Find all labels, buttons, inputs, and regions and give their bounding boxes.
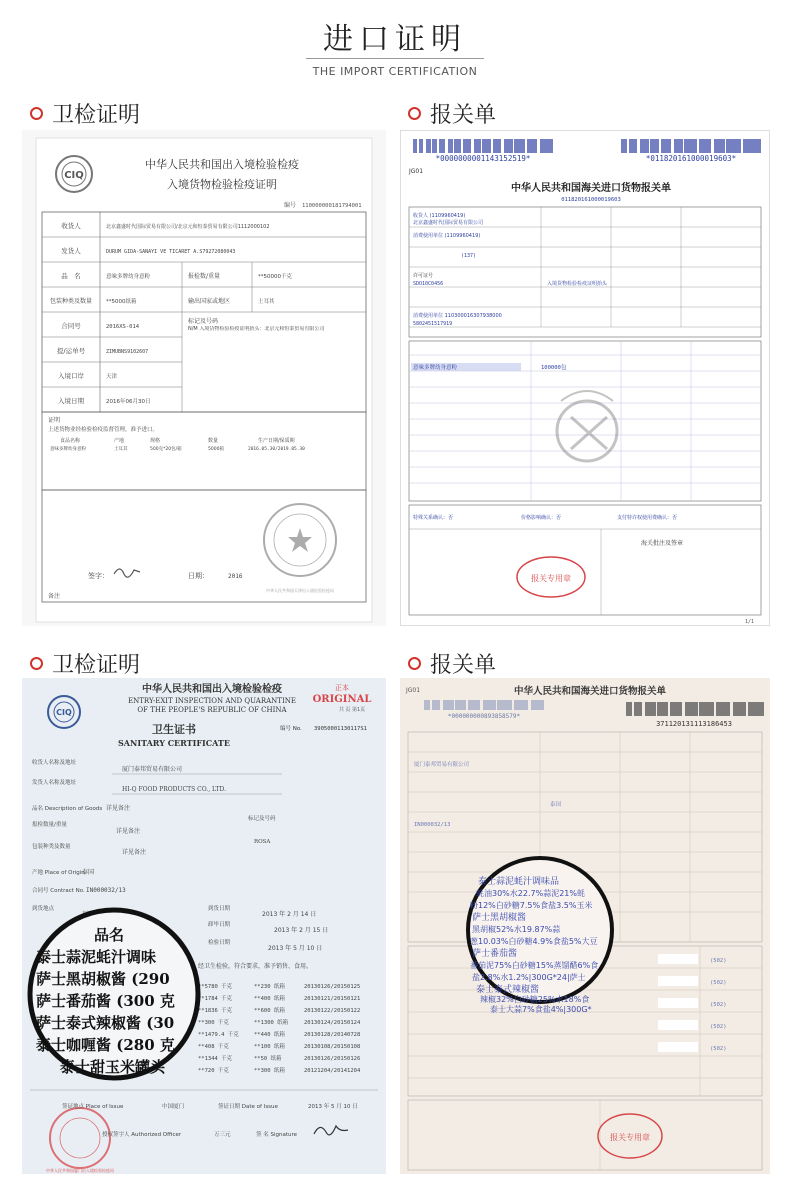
section-label-customs-2 — [408, 648, 496, 678]
doc3-table-cell: **230 纸箱 — [254, 984, 285, 990]
doc1-row-label: 发货人 — [61, 247, 81, 255]
doc1-date-value: 2016 — [228, 573, 243, 580]
doc3-table-cell: 20130126/20150125 — [304, 984, 361, 990]
doc1-title-line1: 中华人民共和国出入境检验检疫 — [145, 158, 299, 171]
page-header — [0, 0, 790, 90]
doc2-line: 100000包 — [541, 365, 567, 371]
doc2-line: 消费使用单位 (1109960419) — [413, 233, 481, 239]
doc3-field-value: 详见备注 — [116, 828, 141, 835]
doc3-field-label: 到货地点 — [32, 906, 55, 912]
doc1-row-value: **5000纸箱 — [106, 299, 137, 305]
section-label-text: 卫检证明 — [52, 102, 141, 128]
doc4-mag-line: 萨士番茄酱 — [472, 949, 518, 959]
doc3-field-label: 报检数量/重量 — [32, 822, 67, 828]
doc1-row-value: 天津 — [106, 374, 118, 380]
doc4-form-code: JG01 — [406, 687, 421, 694]
doc1-title-line2: 入境货物检验检疫证明 — [167, 178, 277, 191]
inspection-certificate-drawing — [22, 130, 386, 626]
doc3-field-label: 检验日期 — [208, 940, 231, 946]
doc3-table-cell: **440 纸箱 — [254, 1032, 285, 1038]
doc1-note-label: 备注 — [48, 593, 61, 600]
doc1-side-value: 土耳其 — [258, 299, 275, 305]
doc4-line: (502) — [710, 1002, 727, 1008]
doc3-page-label: 共 页 第1页 — [338, 707, 366, 713]
doc3-field-value: 详见备注 — [122, 849, 147, 856]
doc3-table-cell: 20130128/20140728 — [304, 1032, 361, 1038]
doc2-page-mark: 1/1 — [745, 619, 755, 625]
doc4-stamp-text: 报关专用章 — [610, 1133, 650, 1142]
doc1-row-label: 收货人 — [61, 222, 81, 230]
doc3-table-cell: **600 纸箱 — [254, 1008, 285, 1014]
doc1-row-value: 北京鑫盛时代国际贸易有限公司/北京元和恒泰贸易有限公司1112000102 — [106, 224, 270, 230]
doc3-mag-line: 泰士蒜泥蚝汁调味 — [36, 948, 157, 966]
doc3-table-cell: **1784 千克 — [198, 996, 233, 1002]
doc3-original-cn: 正本 — [335, 684, 349, 692]
doc3-field-label: 标记及号码 — [248, 816, 276, 822]
circle-bullet-icon — [408, 657, 421, 670]
doc1-row-value: ZIMUBNS9102607 — [106, 349, 149, 355]
doc2-barcode-left: *0000000001143152519* — [435, 154, 531, 163]
ciq-logo-text: CIQ — [64, 170, 84, 181]
doc2-line: 特殊关系确认：否 — [413, 515, 454, 521]
doc2-line: 消费使用单位 110300016307938000 — [413, 313, 502, 319]
doc4-line: (502) — [710, 980, 727, 986]
doc1-date-label: 日期： — [188, 572, 209, 580]
doc3-mag-line: 泰士咖喱酱 (280 克 — [36, 1036, 175, 1054]
doc3-field-label: 合同号 Contract No. — [32, 888, 85, 894]
doc3-number-value: 39050001130117S1 — [314, 726, 367, 732]
doc3-field-label: 到货日期 — [208, 906, 231, 912]
doc1-row-value: DURUM GIDA-SANAYI VE TICARET A.S79272080043 — [106, 249, 236, 255]
doc4-mag-line: 黑胡椒52%水19.87%蒜 — [472, 925, 561, 934]
doc2-stamp-text: 报关专用章 — [531, 574, 571, 583]
doc2-line: 北京鑫盛时代国际贸易有限公司 — [413, 220, 484, 226]
doc1-marks-value-box — [188, 326, 362, 356]
doc2-form-code: JG01 — [409, 168, 424, 175]
doc2-line: 意味多牌幼身意粉 — [413, 365, 458, 371]
doc3-mag-line: 泰士甜玉米罐头 — [60, 1058, 166, 1076]
doc4-mag-line: 葱10.03%白砂糖4.9%食盐5%大豆 — [470, 937, 598, 946]
doc3-table-cell: **300 纸箱 — [254, 1068, 285, 1074]
doc4-mag-line: 番茄泥75%白砂糖15%蒸馏醋6%食 — [470, 961, 599, 970]
customs-declaration-scan — [400, 130, 770, 626]
doc3-table-cell: **1479.4 千克 — [198, 1032, 239, 1038]
ciq-logo-text: CIQ — [56, 708, 72, 717]
doc4-line: IN000032/13 — [414, 822, 451, 828]
doc4-line: 泰国 — [550, 802, 562, 808]
doc3-cert-title-cn: 卫生证书 — [152, 723, 196, 736]
doc3-field-value: 泰国 — [82, 869, 95, 876]
doc3-cert-title-en: SANITARY CERTIFICATE — [118, 738, 230, 748]
doc1-number-label: 编号 — [284, 202, 297, 209]
doc3-table-cell: **1344 千克 — [198, 1056, 233, 1062]
doc1-marks-value: N/M 入境货物检验检疫证明抬头：北京元和恒泰贸易有限公司 — [188, 326, 325, 332]
section-label-customs-1 — [408, 98, 496, 128]
customs-declaration-2-drawing — [400, 678, 770, 1174]
doc1-stamp-text: 中华人民共和国天津出入境检验检疫局 — [266, 588, 334, 593]
circle-bullet-icon — [30, 657, 43, 670]
doc1-table-header: 数量 — [208, 438, 219, 444]
doc3-field-label: 卸毕日期 — [208, 922, 231, 928]
doc3-issue-date-label: 签证日期 Date of Issue — [218, 1104, 278, 1110]
doc3-mag-line: 萨士番茄酱 (300 克 — [36, 992, 175, 1010]
doc4-title: 中华人民共和国海关进口货物报关单 — [513, 686, 667, 697]
doc1-row-label: 入境日期 — [58, 397, 84, 405]
doc3-field-value: ROSA — [254, 839, 271, 845]
doc1-cert-label: 证明 — [48, 417, 61, 424]
doc3-field-value: 厦门泰邦贸易有限公司 — [122, 766, 183, 773]
doc1-table-header: 产地 — [114, 438, 125, 444]
doc2-sub-number: 011820161000019603 — [561, 197, 621, 203]
doc3-table-cell: **1836 千克 — [198, 1008, 233, 1014]
circle-bullet-icon — [30, 107, 43, 120]
doc1-row-label: 提/运单号 — [56, 347, 86, 355]
doc4-mag-line: 蚝油30%水22.7%蒜泥21%蚝 — [476, 889, 585, 898]
section-label-text: 报关单 — [430, 652, 497, 678]
doc4-mag-line: 粉12%白砂糖7.5%食盐3.5%玉米 — [470, 901, 593, 910]
doc2-line: 价格影响确认：否 — [521, 515, 562, 521]
doc3-table-cell: **1300 纸箱 — [254, 1020, 289, 1026]
doc3-title-en2: OF THE PEOPLE'S REPUBLIC OF CHINA — [137, 706, 287, 714]
doc3-table-cell: 20130124/20150124 — [304, 1020, 361, 1026]
doc3-original-en: ORIGINAL — [312, 694, 372, 705]
doc2-line: 5802451517919 — [413, 321, 453, 327]
doc1-number-value: 110000000181794001 — [302, 203, 362, 209]
doc3-field-label: 收货人名称及地址 — [32, 760, 77, 766]
doc4-mag-line: 盐2.8%水1.2%|300G*24|萨士 — [472, 973, 586, 982]
doc1-side-label: 标记及号码 — [188, 318, 219, 325]
barcode-right-icon — [621, 139, 761, 153]
title-divider — [306, 58, 484, 59]
doc1-row-label: 包装种类及数量 — [49, 298, 93, 305]
doc4-barcode-left: *000000000893858579* — [447, 713, 521, 720]
doc1-row-value: 2016XS-014 — [106, 324, 140, 330]
doc3-table-cell: **100 纸箱 — [254, 1044, 285, 1050]
circle-bullet-icon — [408, 107, 421, 120]
doc4-mag-line: 辣椒32%白砂糖25%水18%食 — [480, 995, 590, 1004]
section-label-health-cert-1 — [30, 98, 140, 128]
inspection-certificate-scan — [22, 130, 386, 626]
doc3-field-label: 包装种类及数量 — [32, 844, 71, 850]
doc1-table-cell: 土耳其 — [114, 447, 128, 452]
doc2-line: (137) — [461, 253, 477, 259]
doc3-table-cell: **5780 千克 — [198, 984, 233, 990]
doc3-mag-line: 萨士黑胡椒酱 (290 — [36, 970, 170, 988]
sanitary-certificate-drawing — [22, 678, 386, 1174]
doc2-line: 支付特许权使用费确认：否 — [617, 515, 678, 521]
doc3-field-label: 品名 Description of Goods — [32, 806, 103, 812]
doc1-side-label: 报检数/重量 — [188, 273, 221, 280]
doc4-line: (502) — [710, 958, 727, 964]
customs-declaration-drawing — [401, 131, 770, 626]
doc1-row-label: 入境口岸 — [58, 372, 84, 380]
doc3-table-cell: **408 千克 — [198, 1044, 229, 1050]
doc1-row-label: 品 名 — [61, 272, 81, 280]
doc3-field-value: 详见备注 — [106, 805, 131, 812]
doc3-mag-line: 萨士泰式辣椒酱 (30 — [36, 1014, 175, 1032]
doc4-mag-line: 泰士泰式辣椒酱 — [476, 985, 540, 995]
doc3-table-cell: 20130121/20150121 — [304, 996, 361, 1002]
doc3-table-cell: 20130108/20150108 — [304, 1044, 361, 1050]
doc2-line: 入境货物检验检疫证明抬头 — [547, 281, 608, 287]
doc4-mag-line: 泰士大蒜7%食盐4%|300G* — [490, 1005, 592, 1014]
doc3-field-value: 2013 年 2 月 15 日 — [274, 927, 329, 934]
doc3-table-cell: 20130126/20150126 — [304, 1056, 361, 1062]
doc1-row-value: 2016年06月30日 — [106, 399, 151, 405]
sanitary-certificate-scan — [22, 678, 386, 1174]
doc3-table-cell: 20130122/20150122 — [304, 1008, 361, 1014]
doc3-table-cell: **720 千克 — [198, 1068, 229, 1074]
doc3-field-label: 产地 Place of Origin — [32, 870, 85, 876]
section-label-health-cert-2 — [30, 648, 140, 678]
doc2-title: 中华人民共和国海关进口货物报关单 — [511, 183, 671, 194]
doc1-row-value: 意味多牌幼身意粉 — [106, 274, 151, 280]
doc1-cert-text: 上述货物业经检验检疫监督管理，准予进口。 — [48, 427, 159, 433]
customs-declaration-scan-2 — [400, 678, 770, 1174]
doc1-side-label: 输出国家或地区 — [188, 298, 231, 305]
doc3-number-label: 编号 No. — [280, 726, 302, 732]
doc3-field-value: 2013 年 2 月 14 日 — [262, 911, 317, 918]
doc1-table-cell: 5000箱 — [208, 447, 224, 452]
page-title: 进口证明 — [323, 22, 467, 57]
doc3-title-en1: ENTRY-EXIT INSPECTION AND QUARANTINE — [128, 697, 296, 705]
doc3-stamp-text: 中华人民共和国厦门出入境检验检疫局 — [46, 1168, 114, 1173]
doc3-officer-value: 万三元 — [214, 1132, 231, 1138]
doc1-table-header: 食品名称 — [60, 438, 81, 444]
doc2-line: 收货人 (1109960419) — [413, 213, 466, 219]
page-subtitle: THE IMPORT CERTIFICATION — [312, 65, 478, 78]
doc3-officer-label: 授权签字人 Authorized Officer — [102, 1132, 182, 1138]
barcode-left-icon — [413, 139, 553, 153]
doc3-title-cn: 中华人民共和国出入境检验检疫 — [142, 684, 282, 695]
doc4-line: (502) — [710, 1024, 727, 1030]
doc1-table-header: 生产日期/保质期 — [258, 438, 295, 444]
doc2-barcode-right: *011820161000019603* — [645, 154, 737, 163]
magnifier-lens — [30, 910, 198, 1078]
doc2-line: 海关批注及签章 — [641, 540, 684, 547]
barcode-left-icon — [424, 700, 544, 710]
doc1-table-header: 规格 — [150, 438, 161, 444]
barcode-right-icon — [626, 702, 764, 716]
doc3-signature-label: 签 名 Signature — [256, 1132, 298, 1138]
doc2-line: SDO10C0456 — [413, 281, 444, 287]
doc3-field-value: 2013 年 5 月 10 日 — [268, 945, 323, 952]
doc3-field-label: 发货人名称及地址 — [32, 780, 77, 786]
doc1-table-cell: 2016.05.30/2019.05.30 — [248, 447, 305, 452]
doc3-table-cell: **50 纸箱 — [254, 1056, 282, 1062]
doc1-sign-label: 签字： — [88, 572, 109, 580]
doc4-barcode-right: 371120131113186453 — [656, 720, 732, 728]
doc3-issue-date-value: 2013 年 5 月 10 日 — [308, 1104, 358, 1110]
doc3-table-cell: **400 纸箱 — [254, 996, 285, 1002]
doc2-line: 许可证号 — [413, 273, 434, 279]
doc3-field-value: IN000032/13 — [86, 887, 126, 894]
doc1-row-label: 合同号 — [61, 322, 81, 330]
doc1-table-cell: 500克*20包/箱 — [150, 447, 182, 452]
doc3-table-cell: 20121204/20141204 — [304, 1068, 361, 1074]
doc3-field-value: HI-Q FOOD PRODUCTS CO., LTD. — [122, 786, 227, 793]
section-label-text: 卫检证明 — [52, 652, 141, 678]
doc3-table-cell: **300 千克 — [198, 1020, 229, 1026]
doc3-result-text: 经卫生检验，符合要求，准予销售、食用。 — [198, 963, 313, 970]
doc4-mag-line: 萨士黑胡椒酱 — [472, 913, 527, 923]
doc3-issue-place-value: 中国厦门 — [162, 1104, 185, 1110]
doc4-line: (502) — [710, 1046, 727, 1052]
doc3-issue-place-label: 签证地点 Place of Issue — [62, 1104, 124, 1110]
doc4-line: 厦门泰邦贸易有限公司 — [414, 762, 470, 768]
doc1-table-cell: 意味多牌幼身意粉 — [50, 447, 86, 452]
doc4-mag-line: 泰士蒜泥蚝汁调味品 — [478, 877, 560, 887]
doc1-side-value: **50000千克 — [258, 274, 292, 280]
section-label-text: 报关单 — [430, 102, 497, 128]
doc3-mag-line: 品名 — [94, 926, 125, 944]
